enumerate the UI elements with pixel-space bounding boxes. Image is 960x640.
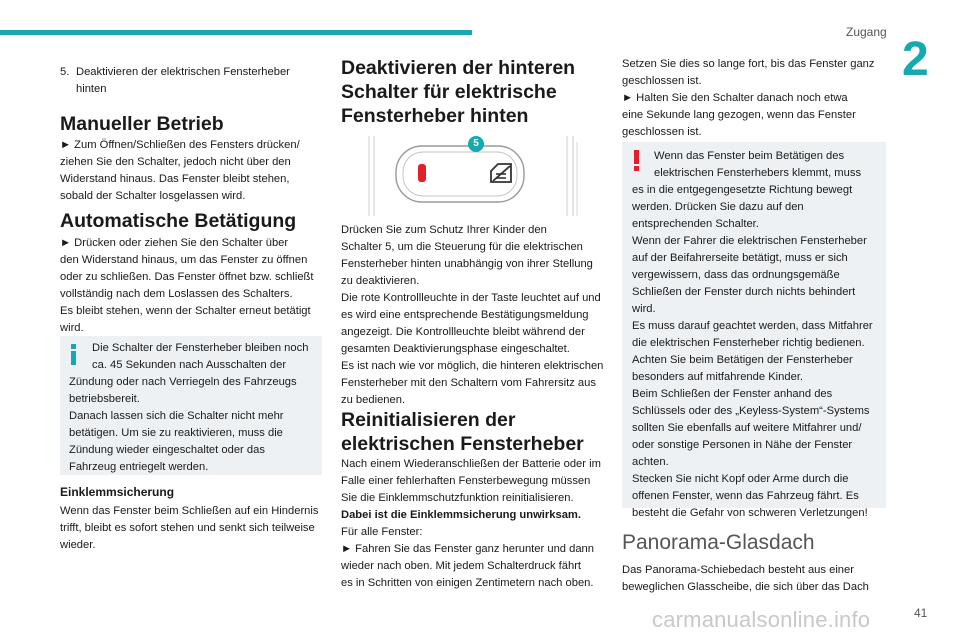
text-line: wird. <box>60 322 84 334</box>
anti-pinch-title: Einklemmsicherung <box>60 485 175 499</box>
text-line: Achten Sie beim Betätigen der Fensterheber <box>632 354 853 366</box>
text-line: achten. <box>632 456 669 468</box>
text-line: wieder nach oben. Mit jedem Schalterdruck fährt <box>341 560 582 572</box>
reinitialize-continued-text <box>622 56 886 141</box>
text-line: geschlossen ist. <box>622 126 702 138</box>
text-line: den Widerstand hinaus, um das Fenster zu öffnen <box>60 254 308 266</box>
panorama-roof-title: Panorama-Glasdach <box>622 531 815 554</box>
rear-switch-deactivation-title <box>341 56 604 128</box>
manual-operation-text <box>60 137 322 205</box>
warning-note-text <box>632 148 884 522</box>
text-line: Falle einer fehlerhaften Fensterbewegung müssen <box>341 475 591 487</box>
text-line: sobald der Schalter losgelassen wird. <box>60 190 246 202</box>
automatic-operation-text <box>60 235 322 337</box>
text-line: ► Halten Sie den Schalter danach noch etwa <box>622 92 848 104</box>
header-accent-bar <box>0 30 472 35</box>
text-line: Es ist nach wie vor möglich, die hinteren elektrischen <box>341 360 604 372</box>
text-line: die elektrischen Fensterheber richtig bedienen. <box>632 337 865 349</box>
step-5-number: 5. <box>60 66 70 78</box>
page-number: 41 <box>914 606 928 620</box>
text-line: es in die entgegengesetzte Richtung bewegt <box>632 184 853 196</box>
text-line: Es muss darauf geachtet werden, dass Mitfahrer <box>632 320 873 332</box>
text-line: Es bleibt stehen, wenn der Schalter erneut betätigt <box>60 305 311 317</box>
text-line: Das Panorama-Schiebedach besteht aus einer <box>622 564 854 576</box>
anti-pinch-text <box>60 503 326 554</box>
watermark: carmanualsonline.info <box>652 607 871 632</box>
text-line: Wenn das Fenster beim Betätigen des <box>654 150 845 162</box>
reinitialize-text <box>341 456 609 592</box>
reinitialize-title <box>341 408 604 456</box>
text-line: oder sonstige Personen in Nähe der Fenster <box>632 439 853 451</box>
text-line: Fensterheber mit den Schaltern vom Fahrersitz aus <box>341 377 596 389</box>
text-line: Die Schalter der Fensterheber bleiben noch <box>92 342 309 354</box>
section-label: Zugang <box>846 25 887 39</box>
text-line: vollständig nach dem Loslassen des Schalters. <box>60 288 293 300</box>
title-line: Reinitialisieren der <box>341 409 516 431</box>
text-line: besteht die Gefahr von schweren Verletzungen! <box>632 507 868 519</box>
text-line: sollten Sie ebenfalls auf weitere Mitfahrer und/ <box>632 422 862 434</box>
text-line: ► Zum Öffnen/Schließen des Fensters drücken/ <box>60 139 300 151</box>
automatic-operation-title: Automatische Betätigung <box>60 210 297 232</box>
info-note <box>60 336 322 475</box>
text-line: Wenn das Fenster beim Schließen auf ein Hindernis <box>60 505 319 517</box>
text-line: wird. <box>632 303 656 315</box>
text-line: Zündung oder nach Verriegeln des Fahrzeugs <box>69 376 297 388</box>
title-line: Fensterheber hinten <box>341 105 529 127</box>
text-line: Schalter 5, um die Steuerung für die elektrischen <box>341 241 583 253</box>
text-line: geschlossen ist. <box>622 75 702 87</box>
text-line: offenen Fenster, wenn das Fahrzeug fährt. Es <box>632 490 859 502</box>
text-line: Nach einem Wiederanschließen der Batterie oder im <box>341 458 601 470</box>
text-line: zu bedienen. <box>341 394 406 406</box>
text-line: wieder. <box>60 539 96 551</box>
text-line-bold: Dabei ist die Einklemmsicherung unwirksam. <box>341 509 581 521</box>
text-line: Fahrzeug entriegelt werden. <box>69 461 209 473</box>
callout-badge-5: 5 <box>468 136 484 152</box>
text-line: es in Schritten von einigen Zentimetern nach oben. <box>341 577 594 589</box>
step-5-line: hinten <box>76 83 107 95</box>
text-line: oder zu schließen. Das Fenster öffnet bzw. schließt <box>60 271 314 283</box>
text-line: gesamten Deaktivierungsphase eingeschaltet. <box>341 343 570 355</box>
text-line: ► Drücken oder ziehen Sie den Schalter über <box>60 237 289 249</box>
text-line: Wenn der Fahrer die elektrischen Fensterheber <box>632 235 867 247</box>
manual-operation-title: Manueller Betrieb <box>60 113 224 135</box>
step-5-text <box>76 64 326 98</box>
text-line: Für alle Fenster: <box>341 526 423 538</box>
switch-illustration <box>341 132 604 218</box>
text-line: Sie die Einklemmschutzfunktion reinitialisieren. <box>341 492 574 504</box>
title-line: elektrischen Fensterheber <box>341 433 584 455</box>
text-line: Setzen Sie dies so lange fort, bis das Fenster ganz <box>622 58 875 70</box>
warning-note <box>622 142 886 519</box>
text-line: vergewissern, dass das ordnungsgemäße <box>632 269 840 281</box>
text-line: es wird eine entsprechende Bestätigungsmeldung <box>341 309 589 321</box>
text-line: Schlüssels oder des „Keyless-System“-Systems <box>632 405 870 417</box>
text-line: ► Fahren Sie das Fenster ganz herunter und dann <box>341 543 595 555</box>
text-line: Zündung wieder eingeschaltet oder das <box>69 444 265 456</box>
text-line: Stecken Sie nicht Kopf oder Arme durch die <box>632 473 849 485</box>
step-5-line: Deaktivieren der elektrischen Fensterheber <box>76 66 290 78</box>
info-note-text <box>69 340 319 476</box>
text-line: beweglichen Glasscheibe, die sich über das Dach <box>622 581 869 593</box>
text-line: Widerstand hinaus. Das Fenster bleibt stehen, <box>60 173 290 185</box>
text-line: trifft, bleibt es sofort stehen und senkt sich teilweise <box>60 522 315 534</box>
text-line: ca. 45 Sekunden nach Ausschalten der <box>92 359 287 371</box>
text-line: Fensterheber hinten unabhängig von ihrer Stellung <box>341 258 593 270</box>
text-line: werden. Drücken Sie dazu auf den <box>632 201 804 213</box>
text-line: Danach lassen sich die Schalter nicht mehr <box>69 410 284 422</box>
chapter-number: 2 <box>902 33 929 86</box>
text-line: Die rote Kontrollleuchte in der Taste leuchtet auf und <box>341 292 601 304</box>
text-line: betätigen. Um sie zu reaktivieren, muss die <box>69 427 283 439</box>
text-line: angezeigt. Die Kontrollleuchte bleibt während der <box>341 326 585 338</box>
text-line: zu deaktivieren. <box>341 275 420 287</box>
text-line: auf der Beifahrerseite betätigt, muss er sich <box>632 252 848 264</box>
text-line: Schließen der Fenster durch nichts behindert <box>632 286 856 298</box>
rear-switch-description <box>341 222 609 409</box>
text-line: Drücken Sie zum Schutz Ihrer Kinder den <box>341 224 547 236</box>
panorama-roof-text <box>622 562 886 596</box>
title-line: Deaktivieren der hinteren <box>341 57 576 79</box>
window-lock-icon <box>489 162 513 189</box>
text-line: entsprechenden Schalter. <box>632 218 759 230</box>
text-line: betriebsbereit. <box>69 393 140 405</box>
text-line: eine Sekunde lang gezogen, wenn das Fenster <box>622 109 856 121</box>
title-line: Schalter für elektrische <box>341 81 557 103</box>
text-line: ziehen Sie den Schalter, jedoch nicht über den <box>60 156 291 168</box>
text-line: Beim Schließen der Fenster anhand des <box>632 388 833 400</box>
text-line: besonders auf mitfahrende Kinder. <box>632 371 804 383</box>
text-line: elektrischen Fensterhebers klemmt, muss <box>654 167 862 179</box>
